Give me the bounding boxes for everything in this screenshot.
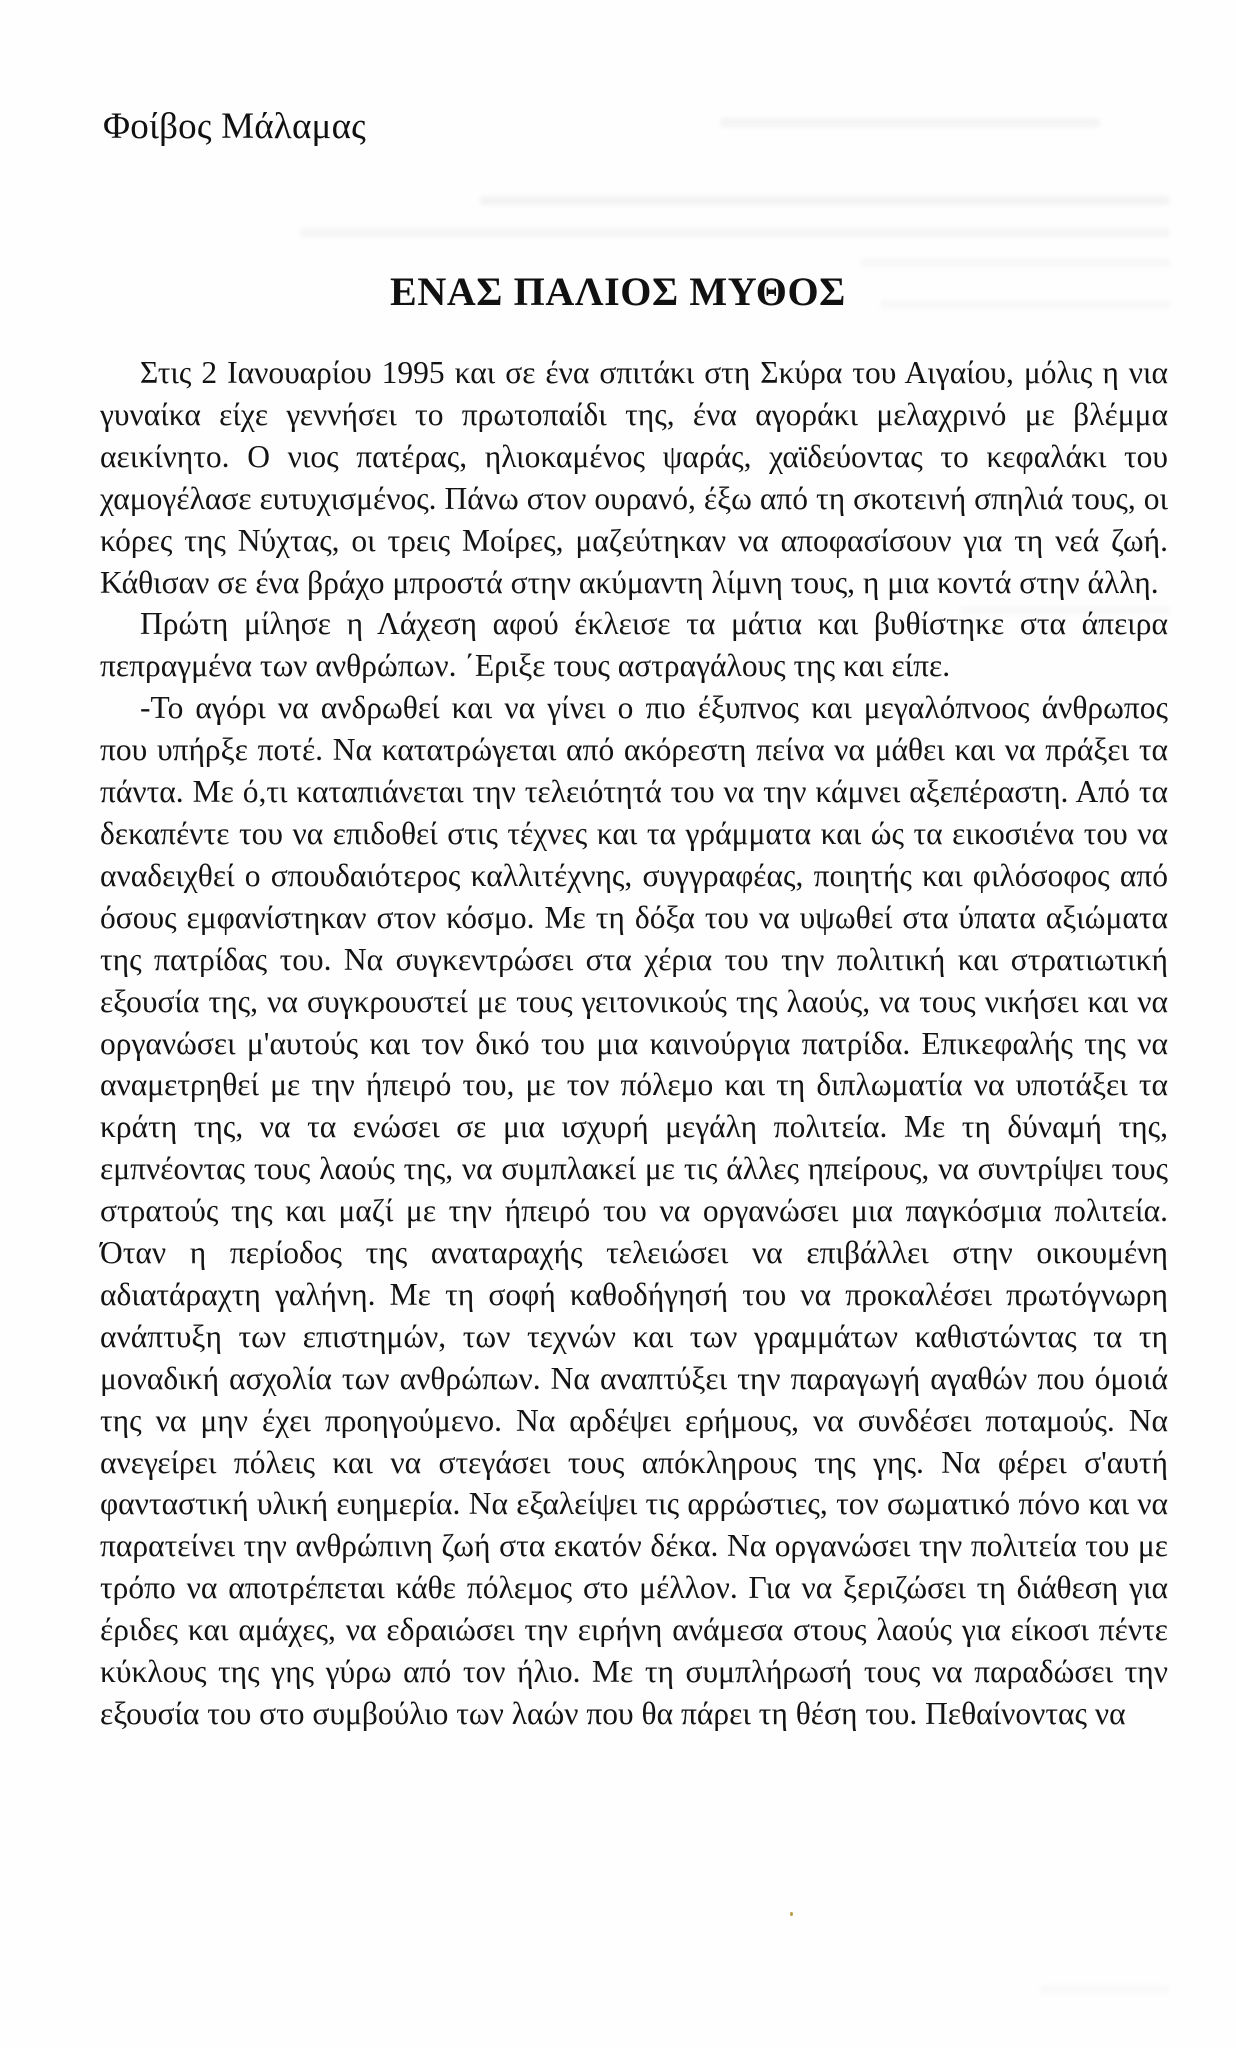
paper-speck — [790, 1912, 793, 1916]
author-name: Φοίβος Μάλαμας — [103, 106, 367, 147]
chapter-title: ΕΝΑΣ ΠΑΛΙΟΣ ΜΥΘΟΣ — [390, 269, 846, 314]
paragraph: Πρώτη μίλησε η Λάχεση αφού έκλεισε τα μάτια και βυθίστηκε στα άπειρα πεπραγμένα των ανθρώπων. ΄Εριξε τους αστραγάλους της και είπε. — [100, 606, 1168, 684]
body-text — [100, 352, 1168, 1735]
paragraph: Στις 2 Ιανουαρίου 1995 και σε ένα σπιτάκι στη Σκύρα του Αιγαίου, μόλις η νια γυναίκα είχε γεννήσει το πρωτοπαίδι της, ένα αγοράκι μελαχρινό με βλέμμα αεικίνητο. Ο νιος πατέρας, ηλιοκαμένος ψαράς, χαϊδεύοντας το κεφαλάκι του χαμογέλασε ευτυχισμένος. Πάνω στον ουρανό, έξω από τη σκοτεινή σπηλιά τους, οι κόρες της Νύχτας, οι τρεις Μοίρες, μαζεύτηκαν να αποφασίσουν για τη νεά ζωή. Κάθισαν σε ένα βράχο μπροστά στην ακύμαντη λίμνη τους, η μια κοντά στην άλλη. — [100, 355, 1168, 600]
paragraph: -Το αγόρι να ανδρωθεί και να γίνει ο πιο έξυπνος και μεγαλόπνοος άνθρωπος που υπήρξε ποτέ. Να κατατρώγεται από ακόρεστη πείνα να μάθει και να πράξει τα πάντα. Με ό,τι καταπιάνεται την τελειότητά του να την κάμνει αξεπέραστη. Από τα δεκαπέντε του να επιδοθεί στις τέχνες και τα γράμματα και ώς τα εικοσιένα του να αναδειχθεί ο σπουδαιότερος καλλιτέχνης, συγγραφέας, ποιητής και φιλόσοφος από όσους εμφανίστηκαν στον κόσμο. Με τη δόξα του να υψωθεί στα ύπατα αξιώματα της πατρίδας του. Να συγκεντρώσει στα χέρια του την πολιτική και στρατιωτική εξουσία της, να συγκρουστεί με τους γειτονικούς της λαούς, να τους νικήσει και να οργανώσει μ'αυτούς και τον δικό του μια καινούργια πατρίδα. Επικεφαλής της να αναμετρηθεί με την ήπειρό του, με τον πόλεμο και τη διπλωματία να υποτάξει τα κράτη της, να τα ενώσει σε μια ισχυρή μεγάλη πολιτεία. Με τη δύναμή της, εμπνέοντας τους λαούς της, να συμπλακεί με τις άλλες ηπείρους, να συντρίψει τους στρατούς της και μαζί με την ήπειρό του να οργανώσει μια παγκόσμια πολιτεία. Όταν η περίοδος της αναταραχής τελειώσει να επιβάλλει στην οικουμένη αδιατάραχτη γαλήνη. Με τη σοφή καθοδήγησή του να προκαλέσει πρωτόγνωρη ανάπτυξη των επιστημών, των τεχνών και των γραμμάτων καθιστώντας τα τη μοναδική ασχολία των ανθρώπων. Να αναπτύξει την παραγωγή αγαθών που όμοιά της να μην έχει προηγούμενο. Να αρδέψει ερήμους, να συνδέσει ποταμούς. Να ανεγείρει πόλεις και να στεγάσει τους απόκληρους της γης. Να φέρει σ'αυτή φανταστική υλική ευημερία. Να εξαλείψει τις αρρώστιες, τον σωματικό πόνο και να παρατείνει την ανθρώπινη ζωή στα εκατόν δέκα. Να οργανώσει την πολιτεία του με τρόπο να αποτρέπεται κάθε πόλεμος στο μέλλον. Για να ξεριζώσει τη διάθεση για έριδες και αμάχες, να εδραιώσει την ειρήνη ανάμεσα στους λαούς για είκοσι πέντε κύκλους της γης γύρω από τον ήλιο. Με τη συμπλήρωσή τους να παραδώσει την εξουσία του στο συμβούλιο των λαών που θα πάρει τη θέση του. Πεθαίνοντας να — [100, 690, 1168, 1731]
